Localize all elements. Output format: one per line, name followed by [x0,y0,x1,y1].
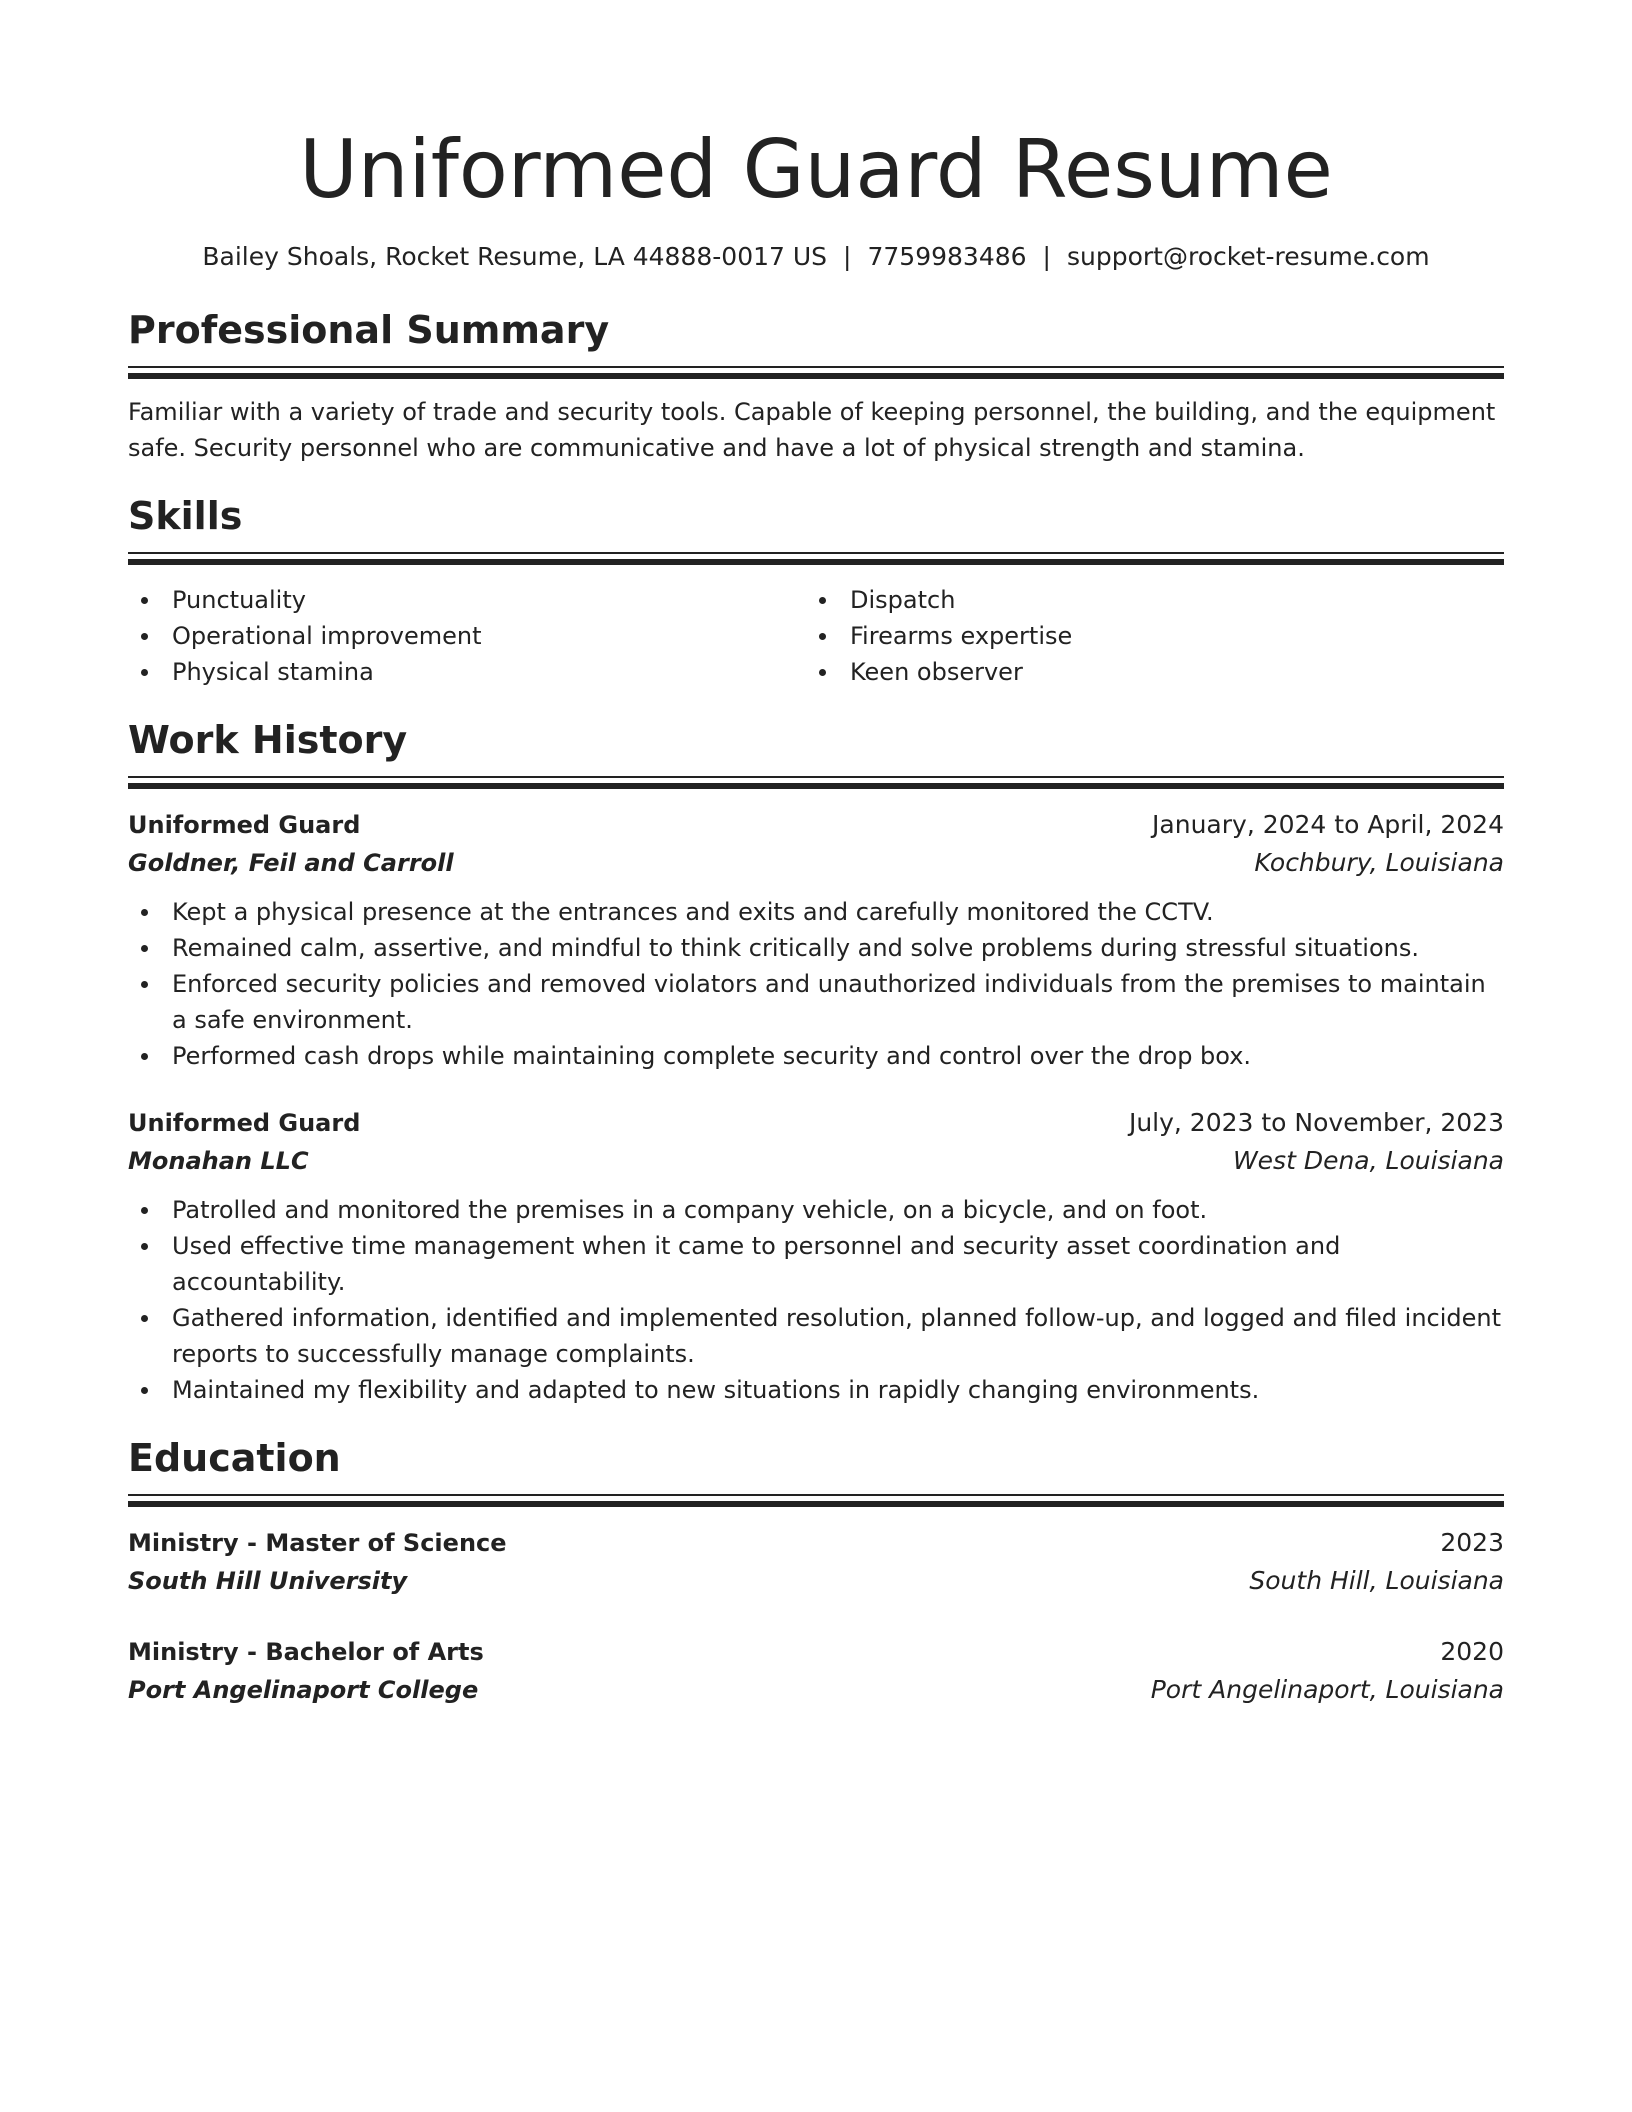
skill-item: Operational improvement [128,618,806,654]
job-company-row [128,1142,1504,1180]
job-bullet: Gathered information, identified and implemented resolution, planned follow-up, and logged and filed incident reports to successfully manage complaints. [128,1300,1504,1372]
work-section [128,716,1504,1408]
skill-item: Dispatch [806,582,1484,618]
job-entry [128,806,1504,1074]
education-school-row [128,1562,1504,1600]
section-heading-work: Work History [128,718,408,762]
contact-line [128,240,1504,274]
section-heading-skills: Skills [128,494,243,538]
section-divider [128,1494,1504,1508]
education-year: 2020 [1440,1637,1504,1666]
job-title-row [128,806,1504,844]
job-bullet: Maintained my flexibility and adapted to new situations in rapidly changing environments. [128,1372,1504,1408]
skill-item: Physical stamina [128,654,806,690]
job-company: Monahan LLC [128,1147,309,1175]
job-bullets [128,1192,1504,1408]
education-degree: Ministry - Bachelor of Arts [128,1638,484,1666]
education-entry [128,1633,1504,1709]
job-bullet: Remained calm, assertive, and mindful to think critically and solve problems during stressful situations. [128,930,1504,966]
resume-page [128,120,1504,1709]
job-title-row [128,1104,1504,1142]
job-location: West Dena, Louisiana [1232,1146,1504,1175]
education-location: South Hill, Louisiana [1249,1566,1504,1595]
skills-column-right [806,582,1484,690]
job-bullets [128,894,1504,1074]
section-heading-summary: Professional Summary [128,308,610,352]
job-bullet: Performed cash drops while maintaining complete security and control over the drop box. [128,1038,1504,1074]
job-title: Uniformed Guard [128,1109,361,1137]
education-section [128,1434,1504,1709]
job-bullet: Kept a physical presence at the entrances and exits and carefully monitored the CCTV. [128,894,1504,930]
job-dates: July, 2023 to November, 2023 [1128,1108,1504,1137]
job-bullet: Patrolled and monitored the premises in a company vehicle, on a bicycle, and on foot. [128,1192,1504,1228]
job-title: Uniformed Guard [128,811,361,839]
summary-section [128,306,1504,466]
education-year: 2023 [1440,1528,1504,1557]
contact-separator: | [1042,242,1051,271]
job-bullet: Used effective time management when it came to personnel and security asset coordination and accountability. [128,1228,1504,1300]
skills-columns [128,582,1504,690]
section-heading-education: Education [128,1436,341,1480]
job-company-row [128,844,1504,882]
job-entry [128,1104,1504,1408]
section-divider [128,366,1504,380]
section-divider [128,776,1504,790]
education-degree-row [128,1524,1504,1562]
resume-title: Uniformed Guard Resume [299,123,1333,216]
skills-section [128,492,1504,690]
skill-item: Firearms expertise [806,618,1484,654]
skills-column-left [128,582,806,690]
job-location: Kochbury, Louisiana [1254,848,1504,877]
contact-phone: 7759983486 [867,242,1027,271]
education-degree: Ministry - Master of Science [128,1529,507,1557]
education-school: South Hill University [128,1567,408,1595]
education-school-row [128,1671,1504,1709]
education-degree-row [128,1633,1504,1671]
job-company: Goldner, Feil and Carroll [128,849,454,877]
contact-separator: | [843,242,852,271]
skill-item: Keen observer [806,654,1484,690]
skill-item: Punctuality [128,582,806,618]
section-divider [128,552,1504,566]
education-location: Port Angelinaport, Louisiana [1150,1675,1504,1704]
contact-email: support@rocket-resume.com [1066,242,1430,271]
contact-address: Bailey Shoals, Rocket Resume, LA 44888-0017 US [202,242,828,271]
job-bullet: Enforced security policies and removed violators and unauthorized individuals from the premises to maintain a safe environment. [128,966,1504,1038]
job-dates: January, 2024 to April, 2024 [1152,810,1504,839]
summary-text: Familiar with a variety of trade and security tools. Capable of keeping personnel, the building, and the equipment safe. Security personnel who are communicative and have a lot of physical strength and stamina. [128,398,1496,462]
education-school: Port Angelinaport College [128,1676,479,1704]
education-entry [128,1524,1504,1600]
